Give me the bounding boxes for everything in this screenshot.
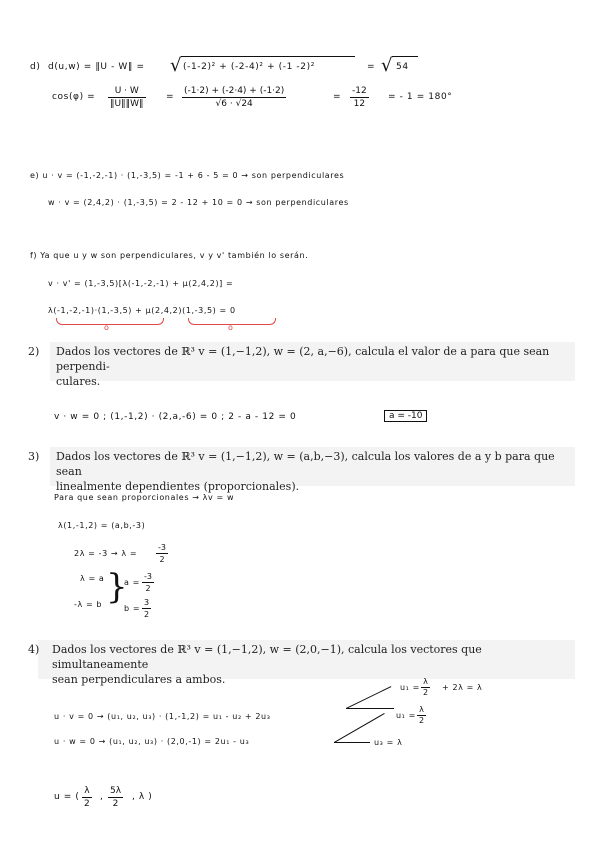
cos-den-b: 24 bbox=[241, 99, 253, 109]
sol-b-fraction bbox=[142, 597, 151, 620]
result-u1b-fraction bbox=[417, 705, 426, 726]
cos-fraction-3 bbox=[350, 85, 369, 110]
problem-2-line2: culares. bbox=[56, 375, 101, 388]
sol-a-den: 2 bbox=[145, 584, 151, 593]
sqrt-bar bbox=[181, 56, 355, 57]
cos-den-dot: · bbox=[229, 99, 233, 109]
distance-eq: = bbox=[367, 62, 376, 72]
sqrt-bar bbox=[392, 56, 418, 57]
result-u1-tail: + 2λ = λ bbox=[442, 683, 483, 692]
system-eq-2: -λ = b bbox=[74, 600, 103, 609]
system-eq-1: λ = a bbox=[80, 574, 105, 583]
zero-mark: o bbox=[228, 323, 233, 332]
cos-fraction-3-den: 12 bbox=[353, 99, 366, 109]
sol-b-den: 2 bbox=[144, 610, 150, 619]
part-e-line1: e) u · v = (-1,-2,-1) · (1,-3,5) = -1 + 6 - 5 = 0 → son perpendiculares bbox=[30, 171, 345, 180]
cos-tail: = - 1 = 180° bbox=[388, 92, 453, 102]
cos-eq2: = bbox=[333, 92, 342, 102]
final-tail: , λ ) bbox=[132, 792, 153, 802]
problem-4-number: 4) bbox=[28, 643, 40, 656]
cos-eq1: = bbox=[166, 92, 175, 102]
problem-3-number: 3) bbox=[28, 450, 40, 463]
arrow-line bbox=[334, 742, 370, 743]
part-f-line3: λ(-1,-2,-1)·(1,-3,5) + μ(2,4,2)(1,-3,5) = 0 bbox=[48, 306, 236, 315]
final-f2-num: 5λ bbox=[110, 786, 122, 796]
sqrt-sign-icon: √ bbox=[170, 55, 183, 76]
cos-fraction-num: U · W bbox=[114, 86, 139, 96]
final-f2-den: 2 bbox=[112, 799, 119, 809]
problem-4-line2: sean perpendiculares a ambos. bbox=[52, 673, 226, 686]
part-f-line1: f) Ya que u y w son perpendiculares, v y v' también lo serán. bbox=[30, 251, 309, 260]
final-f1-den: 2 bbox=[84, 799, 90, 809]
sqrt-sign-icon: √ bbox=[381, 55, 394, 76]
lambda-fraction bbox=[156, 542, 168, 565]
result-u1-label: u₁ = bbox=[400, 683, 420, 692]
result-u1-fraction bbox=[421, 677, 430, 698]
lambda-fraction-den: 2 bbox=[159, 555, 165, 564]
result-u1-den: 2 bbox=[423, 688, 429, 697]
final-fraction-2 bbox=[108, 785, 123, 810]
lambda-fraction-num: -3 bbox=[158, 543, 166, 552]
problem-2-line1: Dados los vectores de ℝ³ v = (1,−1,2), w = (2, a,−6), calcula el valor de a para que sean perpendi- bbox=[56, 345, 550, 373]
zero-mark: o bbox=[104, 323, 109, 332]
sol-a-label: a = bbox=[124, 578, 140, 587]
problem-4-work-line1: u · v = 0 → (u₁, u₂, u₃) · (1,-1,2) = u₁ - u₂ + 2u₃ bbox=[54, 712, 271, 721]
distance-result: 54 bbox=[396, 62, 409, 72]
cos-den-a: 6 bbox=[221, 99, 227, 109]
problem-3-line2: linealmente dependientes (proporcionales). bbox=[56, 480, 300, 493]
problem-4-statement bbox=[28, 640, 575, 686]
red-underbrace bbox=[56, 318, 164, 325]
sol-b-label: b = bbox=[124, 604, 141, 613]
problem-4-work-line2: u · w = 0 → (u₁, u₂, u₃) · (2,0,-1) = 2u₁ - u₃ bbox=[54, 737, 250, 746]
sol-a-num: -3 bbox=[144, 572, 152, 581]
result-u1b-label: u₁ = bbox=[396, 711, 416, 720]
cos-fraction-2 bbox=[182, 85, 286, 110]
final-comma: , bbox=[100, 792, 104, 802]
cos-fraction-den: ‖U‖‖W‖ bbox=[110, 99, 144, 109]
part-d-label: d) bbox=[30, 62, 41, 72]
problem-3-work-line2: λ(1,-1,2) = (a,b,-3) bbox=[58, 521, 146, 530]
problem-4-line1: Dados los vectores de ℝ³ v = (1,−1,2), w = (2,0,−1), calcula los vectores que simultaneamente bbox=[52, 643, 482, 671]
problem-2-answer-box: a = -10 bbox=[384, 410, 427, 422]
distance-radicand: (-1-2)² + (-2-4)² + (-1 -2)² bbox=[183, 62, 315, 72]
curly-brace-icon: } bbox=[106, 567, 128, 607]
cos-fraction-2-num: (-1·2) + (-2·4) + (-1·2) bbox=[184, 86, 285, 96]
sol-a-fraction bbox=[142, 571, 154, 594]
problem-3-line1: Dados los vectores de ℝ³ v = (1,−1,2), w = (a,b,−3), calcula los valores de a y b para que sean bbox=[56, 450, 555, 478]
problem-3-work-line1: Para que sean proporcionales → λv = w bbox=[54, 493, 235, 502]
problem-2-statement bbox=[28, 342, 575, 388]
result-u1b-den: 2 bbox=[419, 716, 425, 725]
result-u3: u₃ = λ bbox=[374, 738, 403, 747]
problem-2-number: 2) bbox=[28, 345, 40, 358]
sol-b-num: 3 bbox=[144, 598, 150, 607]
final-label: u = ( bbox=[54, 792, 80, 802]
part-e-line2: w · v = (2,4,2) · (1,-3,5) = 2 - 12 + 10 = 0 → son perpendiculares bbox=[48, 198, 349, 207]
problem-3-statement bbox=[28, 447, 575, 493]
result-u1b-num: λ bbox=[419, 705, 424, 714]
final-fraction-1 bbox=[82, 785, 92, 810]
problem-2-work: v · w = 0 ; (1,-1,2) · (2,a,-6) = 0 ; 2 - a - 12 = 0 bbox=[54, 412, 297, 422]
result-u1-num: λ bbox=[423, 677, 428, 686]
cos-fraction-2-den: √6 · √24 bbox=[215, 99, 253, 109]
arrow-line bbox=[346, 708, 394, 709]
part-f-line2: v · v' = (1,-3,5)[λ(-1,-2,-1) + μ(2,4,2)] = bbox=[48, 279, 234, 288]
distance-lhs: d(u,w) = ‖U - W‖ = bbox=[48, 62, 145, 72]
final-f1-num: λ bbox=[84, 786, 90, 796]
arrow-line bbox=[346, 686, 391, 709]
cos-lhs: cos(φ) = bbox=[52, 92, 96, 102]
problem-3-work-line3: 2λ = -3 → λ = bbox=[74, 549, 138, 558]
cos-fraction bbox=[108, 85, 146, 110]
cos-fraction-3-num: -12 bbox=[352, 86, 367, 96]
